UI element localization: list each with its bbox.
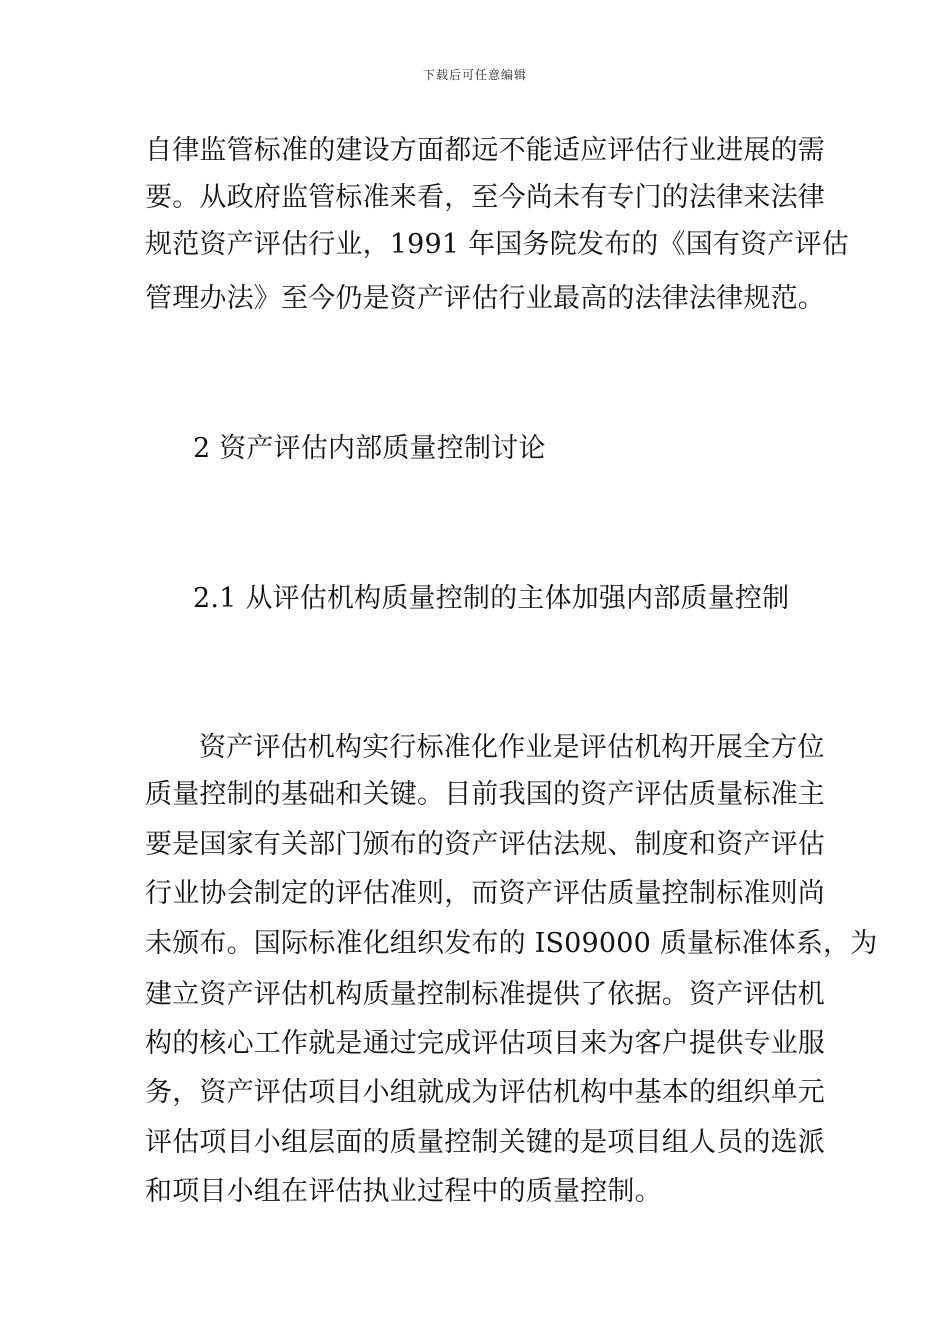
section-heading-2: 2 资产评估内部质量控制讨论 xyxy=(193,433,546,464)
paragraph-line: 行业协会制定的评估准则，而资产评估质量控制标准则尚 xyxy=(145,878,825,909)
paragraph-line: 自律监管标准的建设方面都远不能适应评估行业进展的需 xyxy=(145,135,825,166)
paragraph-line: 建立资产评估机构质量控制标准提供了依据。资产评估机 xyxy=(145,979,825,1010)
paragraph-line: 规范资产评估行业，1991 年国务院发布的《国有资产评估 xyxy=(145,229,849,260)
header-note: 下载后可任意编辑 xyxy=(422,68,527,82)
paragraph-line: 要。从政府监管标准来看，至今尚未有专门的法律来法律 xyxy=(145,182,825,213)
paragraph-line: 和项目小组在评估执业过程中的质量控制。 xyxy=(145,1176,662,1207)
paragraph-line: 管理办法》至今仍是资产评估行业最高的法律法律规范。 xyxy=(145,283,825,314)
paragraph-line: 未颁布。国际标准化组织发布的 IS09000 质量标准体系，为 xyxy=(145,928,878,959)
paragraph-line: 质量控制的基础和关键。目前我国的资产评估质量标准主 xyxy=(145,779,825,810)
paragraph-line: 资产评估机构实行标准化作业是评估机构开展全方位 xyxy=(199,732,825,763)
section-heading-2-1: 2.1 从评估机构质量控制的主体加强内部质量控制 xyxy=(193,583,790,614)
paragraph-line: 构的核心工作就是通过完成评估项目来为客户提供专业服 xyxy=(145,1028,825,1059)
paragraph-line: 务，资产评估项目小组就成为评估机构中基本的组织单元 xyxy=(145,1077,825,1108)
paragraph-line: 评估项目小组层面的质量控制关键的是项目组人员的选派 xyxy=(145,1127,825,1158)
paragraph-line: 要是国家有关部门颁布的资产评估法规、制度和资产评估 xyxy=(145,829,825,860)
